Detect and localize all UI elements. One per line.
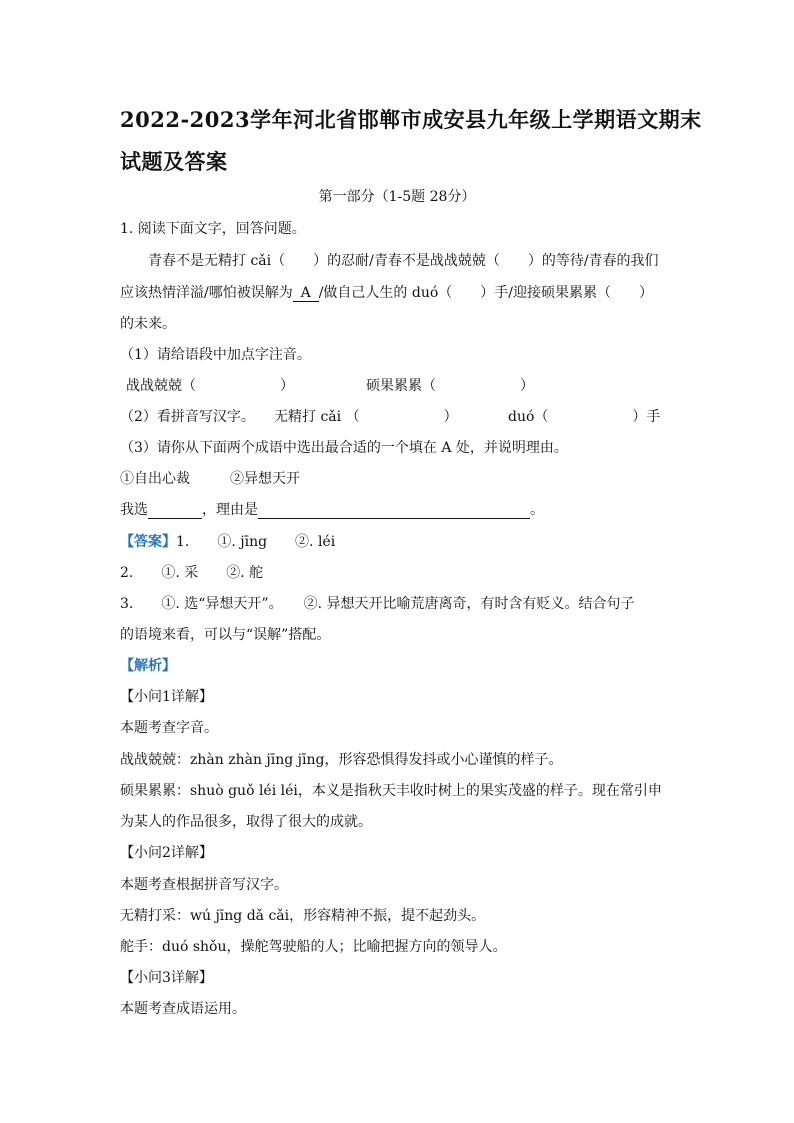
analysis-tag: 【解析】 [120, 658, 176, 674]
answer-3-line-1: 3. ①. 选“异想天开”。 ②. 异想天开比喻荒唐离奇，有时含有贬义。结合句子 [120, 596, 635, 612]
passage-line-3: 的未来。 [120, 316, 176, 332]
choose-mid: ，理由是 [202, 502, 258, 518]
analysis-q1-line-4: 为某人的作品很多，取得了很大的成就。 [120, 814, 372, 830]
sub-question-1-item-a: 战战兢兢（ ） [126, 378, 294, 394]
analysis-q1-line-2: 战战兢兢：zhàn zhàn jīng jīng，形容恐惧得发抖或小心谨慎的样子。 [120, 752, 563, 768]
sub-question-1-prompt: （1）请给语段中加点字注音。 [120, 347, 311, 363]
analysis-q2-line-3: 舵手：duó shǒu，操舵驾驶船的人；比喻把握方向的领导人。 [120, 939, 507, 955]
analysis-q1-line-1: 本题考查字音。 [120, 720, 218, 736]
doc-title-line-2: 试题及答案 [120, 149, 228, 174]
sub-question-2-item-a: 无精打 cǎi （ ） [274, 409, 458, 425]
passage-line-2 [120, 284, 653, 302]
analysis-q1-heading: 【小问1详解】 [120, 689, 213, 705]
analysis-q3-heading: 【小问3详解】 [120, 970, 213, 986]
choose-pre: 我选 [120, 502, 148, 518]
analysis-q2-heading: 【小问2详解】 [120, 845, 213, 861]
passage-line-1: 青春不是无精打 cǎi（ ）的忍耐/青春不是战战兢兢（ ）的等待/青春的我们 [148, 253, 659, 269]
option-a: ①自出心裁 [120, 471, 190, 487]
blank-a: A [293, 285, 319, 302]
sub-question-2-item-b: duó（ ）手 [508, 409, 661, 425]
sub-question-2-prompt: （2）看拼音写汉字。 [120, 409, 255, 425]
passage-line-2-post: /做自己人生的 duó（ ）手/迎接硕果累累（ ） [318, 285, 654, 301]
analysis-q3-line-1: 本题考查成语运用。 [120, 1001, 246, 1017]
answer-1: 1. ①. jīng ②. léi [176, 534, 336, 550]
choose-line [120, 501, 544, 519]
doc-title-line-1: 2022-2023学年河北省邯郸市成安县九年级上学期语文期末 [120, 107, 702, 132]
section-header: 第一部分（1-5题 28分） [318, 189, 476, 205]
choose-blank [148, 502, 202, 519]
answer-2: 2. ①. 采 ②. 舵 [120, 565, 264, 581]
analysis-q2-line-2: 无精打采：wú jīng dǎ cǎi，形容精神不振，提不起劲头。 [120, 908, 486, 924]
answer-3-line-2: 的语境来看，可以与“误解”搭配。 [120, 627, 331, 643]
analysis-q2-line-1: 本题考查根据拼音写汉字。 [120, 877, 288, 893]
sub-question-1-item-b: 硕果累累（ ） [366, 378, 534, 394]
reason-blank [258, 502, 530, 519]
passage-line-2-pre: 应该热情洋溢/哪怕被误解为 [120, 285, 293, 301]
question-1-stem: 1. 阅读下面文字，回答问题。 [120, 221, 306, 237]
analysis-q1-line-3: 硕果累累：shuò guǒ léi léi，本义是指秋天丰收时树上的果实茂盛的样子。现在常引申 [120, 783, 662, 799]
choose-end: 。 [530, 502, 544, 518]
answer-tag: 【答案】 [120, 534, 176, 550]
sub-question-3-prompt: （3）请你从下面两个成语中选出最合适的一个填在 A 处，并说明理由。 [120, 440, 568, 456]
answer-line-1 [120, 533, 335, 551]
option-b: ②异想天开 [230, 471, 300, 487]
